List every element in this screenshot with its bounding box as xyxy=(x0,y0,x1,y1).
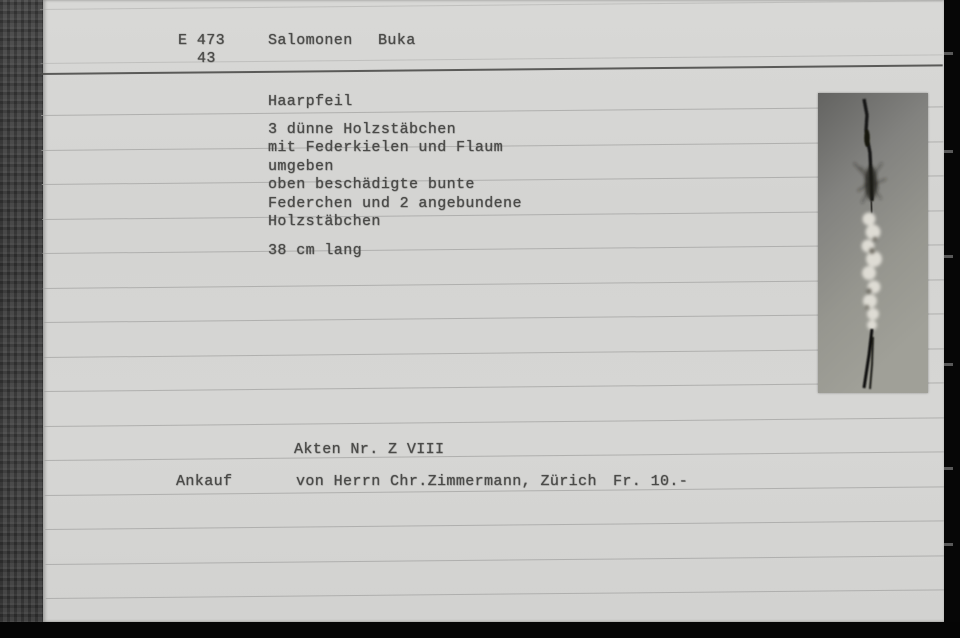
description-line: mit Federkielen und Flaum xyxy=(268,139,504,157)
index-card xyxy=(43,0,945,622)
ruled-line xyxy=(41,54,943,64)
ruled-line xyxy=(44,417,946,427)
description-line: umgeben xyxy=(268,157,334,175)
acquisition-price: Fr. 10.- xyxy=(613,473,689,490)
acquisition-source: von Herrn Chr.Zimmermann, Zürich xyxy=(296,473,597,490)
object-dimension: 38 cm lang xyxy=(268,242,363,259)
edge-tick xyxy=(944,467,953,470)
inventory-number: E 473 xyxy=(178,32,226,49)
ruled-line xyxy=(44,451,946,461)
ruled-line xyxy=(40,0,942,10)
edge-tick xyxy=(944,363,953,366)
scan-edge-bottom xyxy=(0,622,960,638)
ruled-line xyxy=(45,520,947,530)
description-line: Holzstäbchen xyxy=(268,212,381,230)
ruled-line xyxy=(45,555,947,565)
object-title: Haarpfeil xyxy=(268,93,353,110)
edge-tick xyxy=(944,150,953,153)
ruled-line xyxy=(42,244,944,254)
edge-tick xyxy=(944,52,953,55)
ruled-line xyxy=(44,382,946,392)
header-rule xyxy=(41,64,943,75)
place-label: Buka xyxy=(378,32,416,49)
region-label: Salomonen xyxy=(268,32,353,49)
edge-tick xyxy=(944,255,953,258)
ruled-line xyxy=(43,279,945,289)
ruled-lines xyxy=(40,0,948,622)
scan-edge-left xyxy=(0,0,43,638)
akten-number: Akten Nr. Z VIII xyxy=(294,441,445,458)
acquisition-type: Ankauf xyxy=(176,473,233,490)
ruled-line xyxy=(46,589,948,599)
ruled-line xyxy=(43,348,945,358)
object-photo xyxy=(818,93,928,393)
edge-tick xyxy=(944,543,953,546)
ruled-line xyxy=(41,106,943,116)
inventory-subnumber: 43 xyxy=(197,50,216,67)
ruled-line xyxy=(43,313,945,323)
object-description xyxy=(268,120,522,230)
description-line: oben beschädigte bunte xyxy=(268,176,475,194)
description-line: Federchen und 2 angebundene xyxy=(268,194,522,212)
scan-edge-right xyxy=(944,0,960,638)
description-line: 3 dünne Holzstäbchen xyxy=(268,121,457,138)
